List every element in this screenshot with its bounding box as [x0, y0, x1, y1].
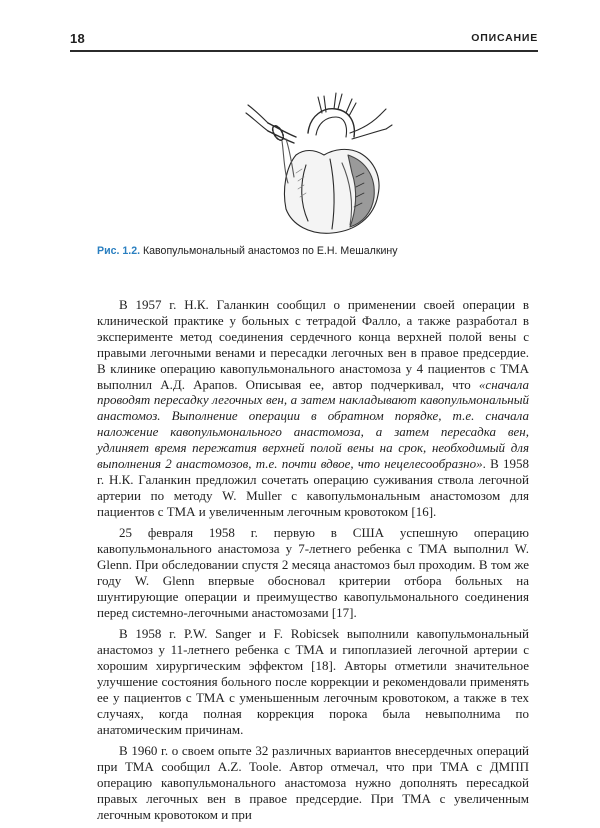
paragraph-2: 25 февраля 1958 г. первую в США успешную операцию кавопульмонального анастомоза у 7-летнего ребенка с ТМА выполнил W. Glenn. При обследовании спустя 2 месяца анастомоз был проходим. В том же году W. Glenn впервые обосновал критерии отбора больных на шунтирующие операции и преимущество кавопульмонального соединения перед системно-легочными анастомозами [17].: [97, 525, 529, 620]
paragraph-1-text-b: . В 1958 г. Н.К. Галанкин предложил сочетать операцию суживания ствола легочной артерии по методу W. Muller с кавопульмональным анастомозом для пациентов с ТМА и увеличенным легочным кровотоком [16].: [97, 456, 530, 519]
paragraph-4: В 1960 г. о своем опыте 32 различных вариантов внесердечных операций при ТМА сообщил A.Z. Toole. Автор отмечал, что при ТМА с ДМПП операцию кавопульмонального анастомоза нужно дополнять пересадкой правых легочных вен в правое предсердие. При ТМА с увеличенным легочным кровотоком и при: [97, 743, 529, 822]
page-header: [70, 27, 538, 49]
body-text: [97, 297, 529, 828]
paragraph-1-text-a: В 1957 г. Н.К. Галанкин сообщил о применении своей операции в клинической практике у больных с тетрадой Фалло, а также разработал в эксперименте метод соединения сердечного конца верхней полой вены с правыми легочными венами и пересадки легочных вен в правое предсердие. В клинике операцию кавопульмонального анастомоза у 4 пациентов с ТМА выполнил А.Д. Арапов. Описывая ее, автор подчеркивал, что: [97, 297, 529, 392]
caption-text: Кавопульмональный анастомоз по Е.Н. Мешалкину: [140, 245, 398, 257]
header-rule: [70, 50, 538, 52]
heart-anastomosis-icon: [238, 85, 396, 243]
paragraph-1-quote: «сначала проводят пересадку легочных вен, а затем накладывают кавопульмональный анастомоз. Выполнение операции в обратном порядке, т.е. сначала наложение кавопульмонального анастомоза, а затем пересадка вен, удлиняет время пережатия верхней полой вены на срок, необходимый для выполнения 2 анастомозов, т.е. почти вдвое, что нецелесообразно»: [97, 376, 529, 472]
paragraph-3: В 1958 г. P.W. Sanger и F. Robicsek выполнили кавопульмональный анастомоз у 11-летнего ребенка с ТМА и гипоплазией легочной артерии с хорошим хирургическим эффектом [18]. Авторы отметили значительное улучшение состояния больного после коррекции и рекомендовали применять ее у пациентов с ТМА с уменьшенным легочным кровотоком, а также в тех случаях, когда полная коррекция порока была невыполнима по анатомическим причинам.: [97, 626, 529, 737]
figure-caption: [97, 245, 537, 257]
running-title: ОПИСАНИЕ: [471, 32, 538, 44]
paragraph-1: [97, 297, 529, 520]
caption-label: Рис. 1.2.: [97, 245, 141, 257]
page-number: 18: [70, 31, 86, 46]
figure-illustration: [238, 85, 396, 243]
